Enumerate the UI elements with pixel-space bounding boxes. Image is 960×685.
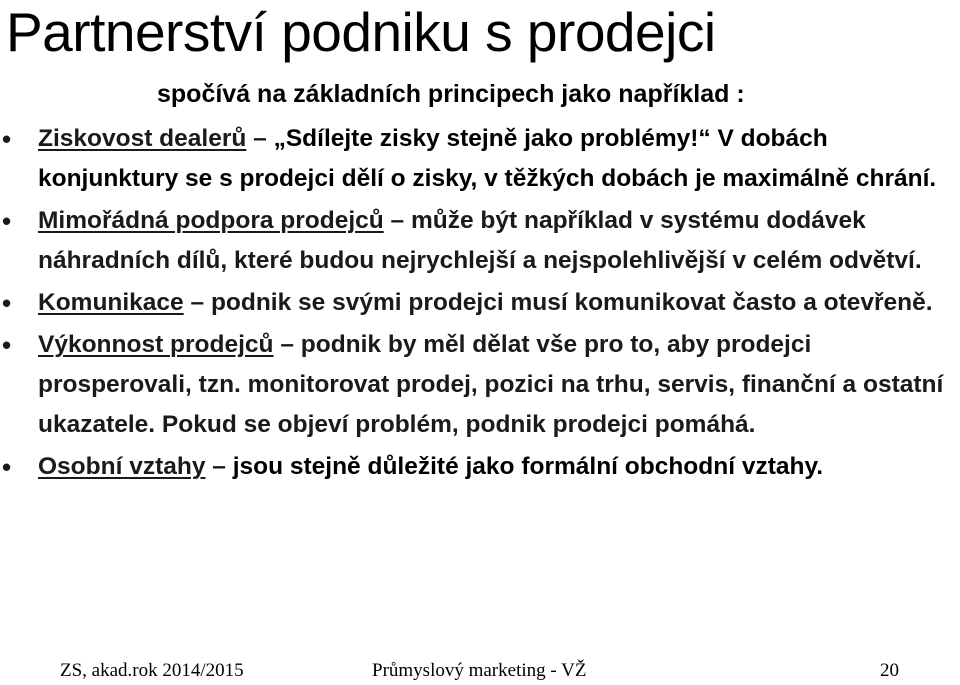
bullet-term: Mimořádná podpora prodejců (38, 207, 384, 234)
bullet-term: Ziskovost dealerů (38, 125, 247, 152)
bullet-text: může být například v systému dodávek náhradních dílů, které budou nejrychlejší a nejspolehlivější v celém odvětví. (38, 207, 922, 274)
bullet-communication (0, 283, 960, 323)
bullet-separator: – (273, 331, 301, 358)
bullet-separator: – (205, 453, 233, 480)
page-number: 20 (880, 660, 899, 681)
footer-course-info: ZS, akad.rok 2014/2015 (60, 660, 244, 681)
bullet-term: Výkonnost prodejců (38, 331, 274, 358)
bullet-dealer-profitability (0, 119, 960, 199)
bullet-icon: • (2, 124, 12, 154)
slide-footer (0, 656, 960, 685)
bullet-separator: – (246, 125, 274, 152)
bullet-text: „Sdílejte zisky stejně jako problémy!“ V dobách konjunktury se s prodejci dělí o zisky, v těžkých dobách je maximálně chrání. (38, 125, 937, 192)
bullet-icon: • (2, 452, 12, 482)
slide-title: Partnerství podniku s prodejci (6, 1, 716, 63)
bullet-dealer-performance (0, 325, 960, 445)
bullet-term: Osobní vztahy (38, 453, 206, 480)
bullet-icon: • (2, 288, 12, 318)
bullet-extraordinary-support (0, 201, 960, 281)
bullet-personal-relations (0, 447, 960, 487)
bullet-separator: – (383, 207, 411, 234)
slide-subtitle: spočívá na základních principech jako například : (157, 80, 745, 108)
bullet-text: jsou stejně důležité jako formální obchodní vztahy. (232, 453, 824, 480)
bullet-text: podnik se svými prodejci musí komunikovat často a otevřeně. (210, 289, 933, 316)
bullet-list (0, 119, 960, 487)
bullet-term: Komunikace (38, 289, 184, 316)
footer-subject: Průmyslový marketing - VŽ (372, 660, 587, 681)
bullet-text: podnik by měl dělat vše pro to, aby prodejci prosperovali, tzn. monitorovat prodej, pozici na trhu, servis, finanční a ostatní ukazatele. Pokud se objeví problém, podnik prodejci pomáhá. (38, 331, 944, 438)
bullet-icon: • (2, 330, 12, 360)
bullet-separator: – (183, 289, 211, 316)
bullet-icon: • (2, 206, 12, 236)
